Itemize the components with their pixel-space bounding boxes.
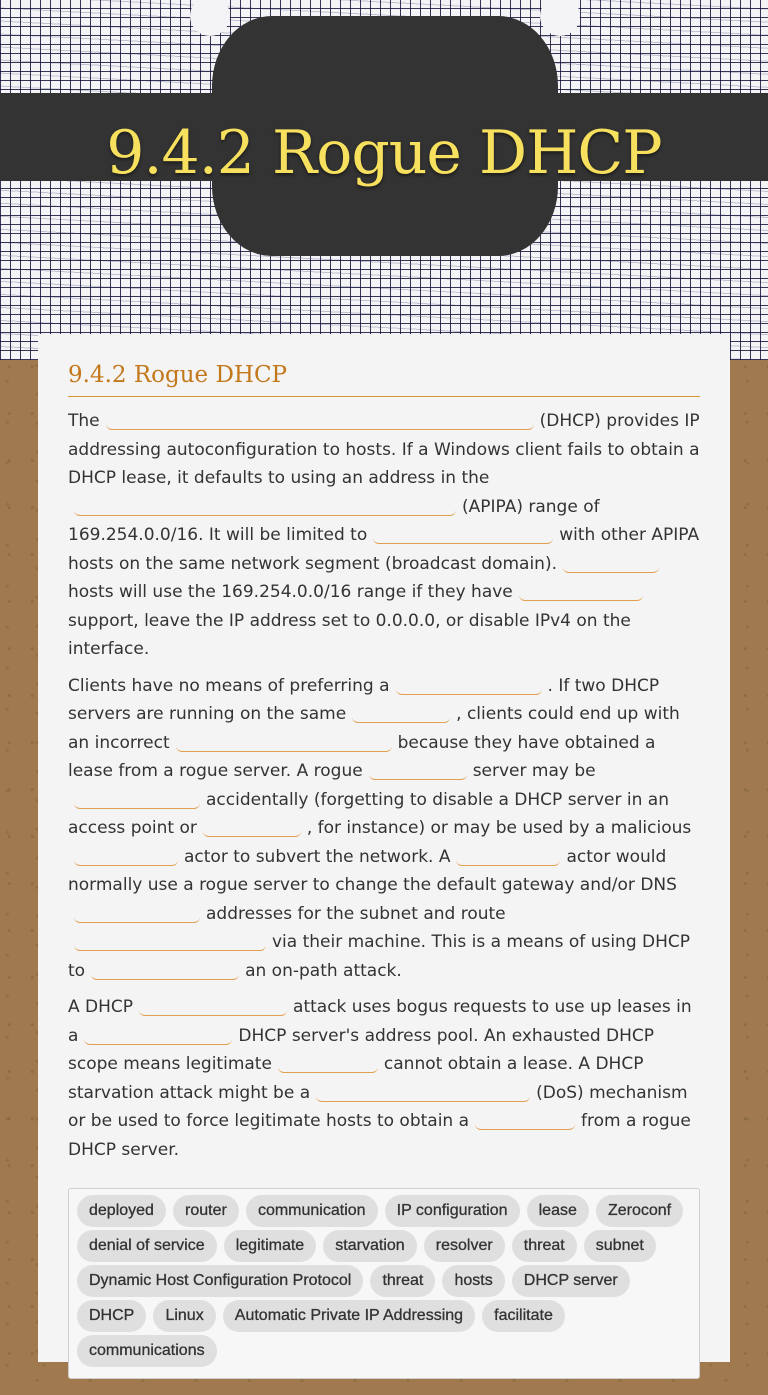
blank-input[interactable] <box>74 849 178 866</box>
blank-input[interactable] <box>91 963 239 980</box>
word-chip[interactable]: Automatic Private IP Addressing <box>223 1300 475 1332</box>
text: The <box>68 411 100 431</box>
text: . If two DHCP servers are running on the same <box>68 675 660 724</box>
paragraph-3 <box>68 993 700 1164</box>
text: via their machine. This is a means of using DHCP to <box>68 932 691 981</box>
word-chip[interactable]: router <box>173 1195 239 1227</box>
word-chip[interactable]: Zeroconf <box>596 1195 683 1227</box>
blank-input[interactable] <box>203 820 301 837</box>
text: addresses for the subnet and route <box>206 903 506 924</box>
word-chip[interactable]: IP configuration <box>385 1195 520 1227</box>
word-chip[interactable]: denial of service <box>77 1230 217 1262</box>
blank-input[interactable] <box>475 1113 575 1130</box>
word-chip[interactable]: starvation <box>323 1230 416 1262</box>
blank-input[interactable] <box>139 999 287 1016</box>
word-chip[interactable]: Linux <box>153 1300 215 1332</box>
worksheet-card <box>38 334 730 1362</box>
word-chip[interactable]: lease <box>527 1195 589 1227</box>
text: (DHCP) provides IP addressing autoconfiguration to hosts. If a Windows client fails to obtain a DHCP lease, it defaults to using an address in the <box>68 411 700 488</box>
word-chip[interactable]: DHCP server <box>512 1265 630 1297</box>
text: an on-path attack. <box>245 960 402 981</box>
text: A DHCP <box>68 997 134 1017</box>
blank-input[interactable] <box>278 1056 378 1073</box>
blank-input[interactable] <box>74 499 456 516</box>
word-chip[interactable]: facilitate <box>482 1300 565 1332</box>
blank-input[interactable] <box>74 906 200 923</box>
blank-input[interactable] <box>456 849 560 866</box>
word-chip[interactable]: DHCP <box>77 1300 146 1332</box>
text: because they have obtained a lease from a rogue server. A rogue <box>68 732 656 781</box>
text: accidentally (forgetting to disable a DHCP server in an access point or <box>68 789 670 838</box>
word-chip[interactable]: subnet <box>584 1230 656 1262</box>
blank-input[interactable] <box>176 735 392 752</box>
text: cannot obtain a lease. A DHCP starvation attack might be a <box>68 1054 644 1103</box>
blank-input[interactable] <box>563 556 659 573</box>
text: server may be <box>472 761 596 781</box>
text: support, leave the IP address set to 0.0.0.0, or disable IPv4 on the interface. <box>68 610 631 659</box>
section-title: 9.4.2 Rogue DHCP <box>68 362 700 397</box>
blank-input[interactable] <box>106 413 534 430</box>
word-chip[interactable]: threat <box>370 1265 435 1297</box>
word-chip[interactable]: threat <box>512 1230 577 1262</box>
text: DHCP server's address pool. An exhausted DHCP scope means legitimate <box>68 1025 655 1074</box>
text: (APIPA) range of 169.254.0.0/16. It will be limited to <box>68 496 600 545</box>
text: from a rogue DHCP server. <box>68 1111 691 1160</box>
text: with other APIPA hosts on the same network segment (broadcast domain). <box>68 525 700 574</box>
word-chip[interactable]: communication <box>246 1195 378 1227</box>
header-banner <box>0 0 768 360</box>
blank-input[interactable] <box>74 792 200 809</box>
text: hosts will use the 169.254.0.0/16 range if they have <box>68 582 513 602</box>
word-chip[interactable]: deployed <box>77 1195 166 1227</box>
word-chip[interactable]: Dynamic Host Configuration Protocol <box>77 1265 363 1297</box>
text: actor would normally use a rogue server to change the default gateway and/or DNS <box>68 846 677 895</box>
word-chip[interactable]: resolver <box>424 1230 505 1262</box>
paragraph-1 <box>68 407 700 664</box>
text: , clients could end up with an incorrect <box>68 704 680 753</box>
page-title: 9.4.2 Rogue DHCP <box>106 118 662 188</box>
blank-input[interactable] <box>84 1028 232 1045</box>
word-bank <box>68 1188 700 1379</box>
blank-input[interactable] <box>316 1085 530 1102</box>
blank-input[interactable] <box>74 934 266 951</box>
word-chip[interactable]: communications <box>77 1335 217 1367</box>
paragraph-2 <box>68 672 700 986</box>
word-chip[interactable]: legitimate <box>224 1230 316 1262</box>
blank-input[interactable] <box>519 584 643 601</box>
blank-input[interactable] <box>396 678 542 695</box>
text: Clients have no means of preferring a <box>68 675 390 696</box>
blank-input[interactable] <box>352 706 450 723</box>
word-chip[interactable]: hosts <box>442 1265 504 1297</box>
text: (DoS) mechanism or be used to force legitimate hosts to obtain a <box>68 1082 688 1131</box>
blank-input[interactable] <box>369 763 467 780</box>
text: attack uses bogus requests to use up leases in a <box>68 997 692 1046</box>
text: , for instance) or may be used by a malicious <box>306 818 692 838</box>
text: actor to subvert the network. A <box>184 846 451 867</box>
blank-input[interactable] <box>373 527 553 544</box>
